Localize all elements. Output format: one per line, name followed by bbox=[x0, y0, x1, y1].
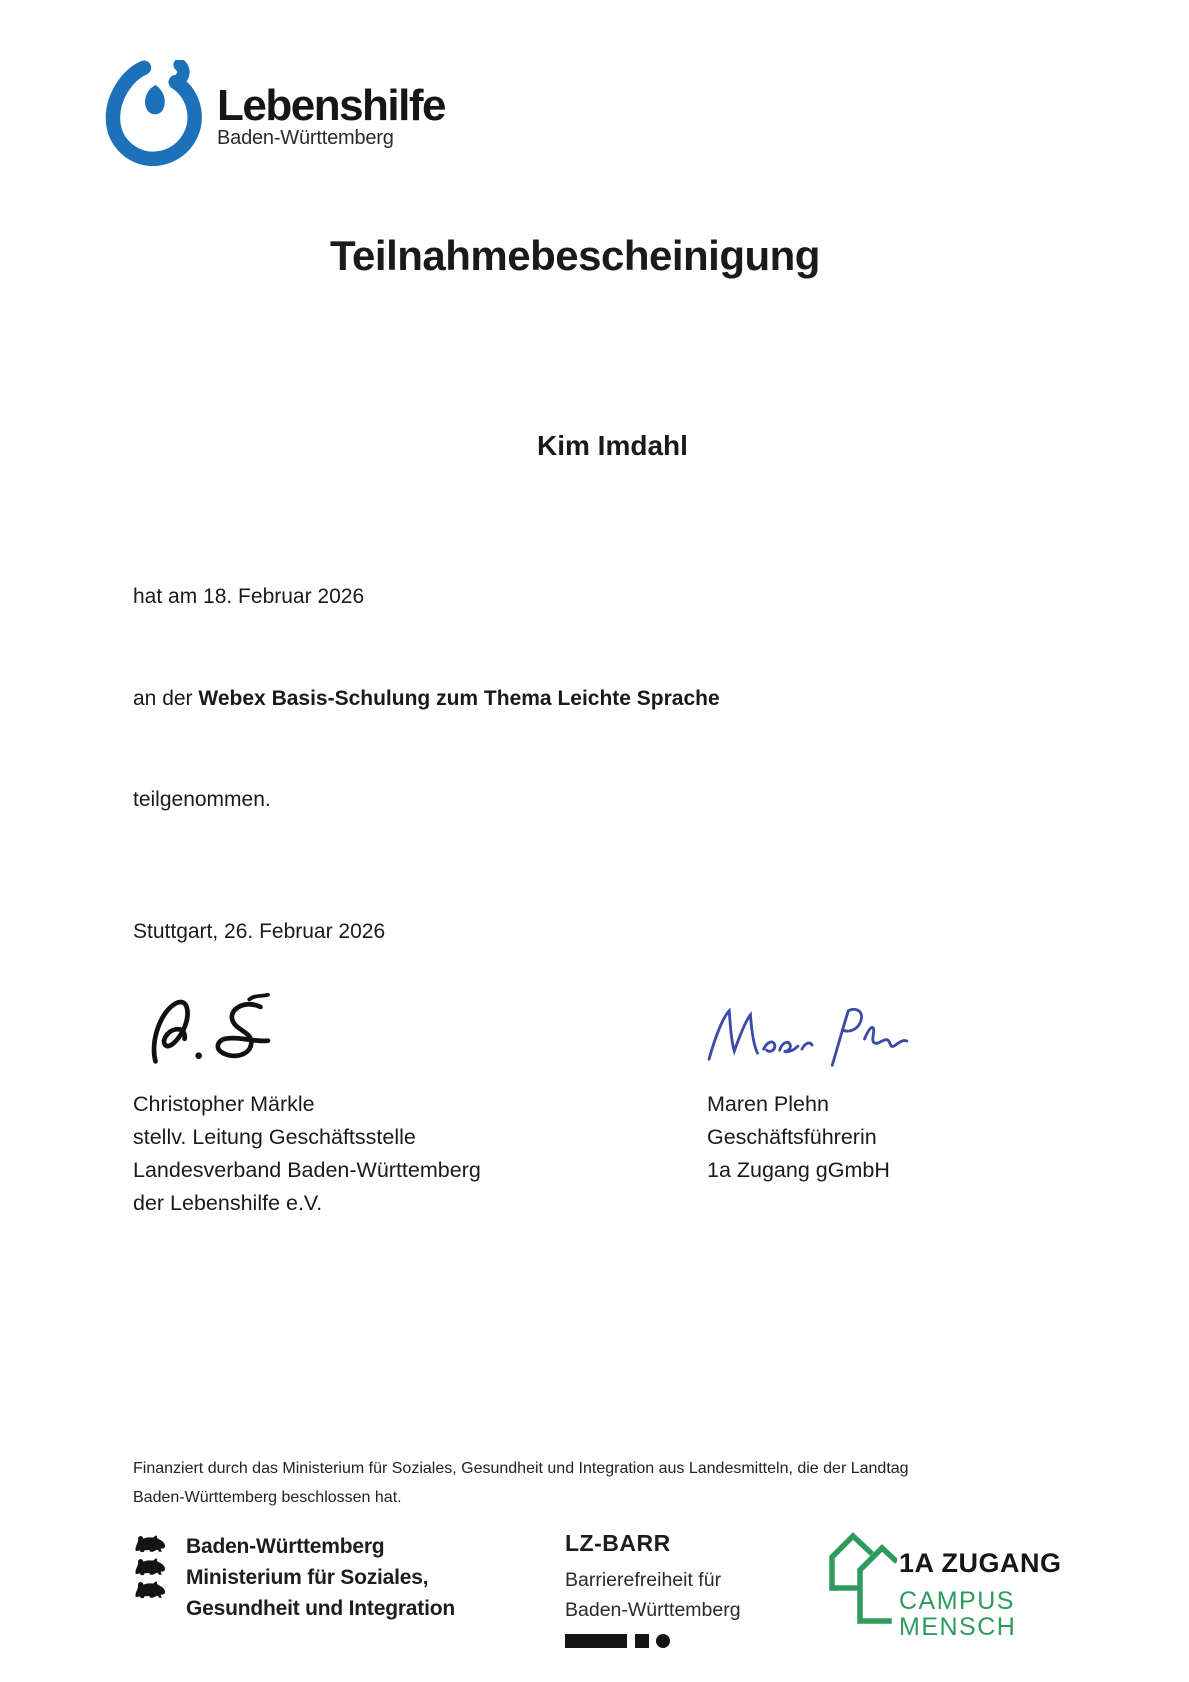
signatory-right-name: Maren Plehn bbox=[707, 1092, 829, 1116]
place-date-line: Stuttgart, 26. Februar 2026 bbox=[133, 920, 386, 943]
course-line bbox=[133, 687, 720, 711]
ministry-line1: Baden-Württemberg bbox=[186, 1535, 385, 1558]
certificate-title: Teilnahmebescheinigung bbox=[330, 232, 820, 279]
lzbarr-title: LZ-BARR bbox=[565, 1530, 671, 1556]
houses-icon bbox=[825, 1526, 897, 1628]
funding-note: Finanziert durch das Ministerium für Soziales, Gesundheit und Integration aus Landesmitteln, die der Landtag Baden-Württemberg beschlossen hat. bbox=[133, 1460, 909, 1506]
course-name: Webex Basis-Schulung zum Thema Leichte Sprache bbox=[198, 687, 720, 710]
lzbarr-marks-icon bbox=[565, 1634, 741, 1648]
lion-icon bbox=[130, 1558, 172, 1577]
lzbarr-circle-icon bbox=[656, 1634, 670, 1648]
signatory-left-org2: der Lebenshilfe e.V. bbox=[133, 1191, 323, 1215]
ministry-logo bbox=[130, 1531, 455, 1624]
lebenshilfe-mark-icon bbox=[105, 60, 207, 166]
signatory-left-name: Christopher Märkle bbox=[133, 1092, 315, 1116]
lion-icon bbox=[130, 1535, 172, 1554]
lzbarr-line1: Barrierefreiheit für bbox=[565, 1569, 722, 1591]
brand-region: Baden-Württemberg bbox=[217, 127, 394, 149]
signatory-right-block bbox=[707, 1088, 890, 1187]
signatory-left-block bbox=[133, 1088, 481, 1220]
bw-coat-of-arms-icon bbox=[130, 1535, 172, 1600]
maerkle-signature-icon bbox=[148, 993, 298, 1079]
closing-line: teilgenommen. bbox=[133, 788, 271, 811]
signatory-left-role: stellv. Leitung Geschäftsstelle bbox=[133, 1125, 416, 1149]
campus-line1: 1A ZUGANG bbox=[899, 1548, 1062, 1578]
brand-text bbox=[217, 60, 445, 150]
lion-icon bbox=[130, 1581, 172, 1600]
signatory-right-role: Geschäftsführerin bbox=[707, 1125, 877, 1149]
lzbarr-bar-icon bbox=[565, 1634, 627, 1648]
signatory-right-org: 1a Zugang gGmbH bbox=[707, 1158, 890, 1182]
brand-name: Lebenshilfe bbox=[217, 81, 445, 130]
lzbarr-logo bbox=[565, 1530, 741, 1648]
campus-line2: CAMPUS bbox=[899, 1587, 1015, 1615]
campus-mensch-logo bbox=[825, 1526, 1062, 1640]
ministry-line2: Ministerium für Soziales, bbox=[186, 1566, 429, 1589]
date-line: hat am 18. Februar 2026 bbox=[133, 585, 365, 608]
course-prefix: an der bbox=[133, 687, 193, 710]
ministry-line3: Gesundheit und Integration bbox=[186, 1597, 455, 1620]
campus-line3: MENSCH bbox=[899, 1613, 1017, 1641]
lzbarr-square-icon bbox=[635, 1634, 649, 1648]
participant-name: Kim Imdahl bbox=[537, 430, 688, 461]
plehn-signature-icon bbox=[703, 1002, 915, 1074]
signatory-left-org1: Landesverband Baden-Württemberg bbox=[133, 1158, 481, 1182]
campus-text bbox=[899, 1526, 1062, 1640]
lzbarr-line2: Baden-Württemberg bbox=[565, 1599, 741, 1621]
ministry-text bbox=[186, 1531, 455, 1624]
lebenshilfe-logo bbox=[105, 60, 445, 166]
